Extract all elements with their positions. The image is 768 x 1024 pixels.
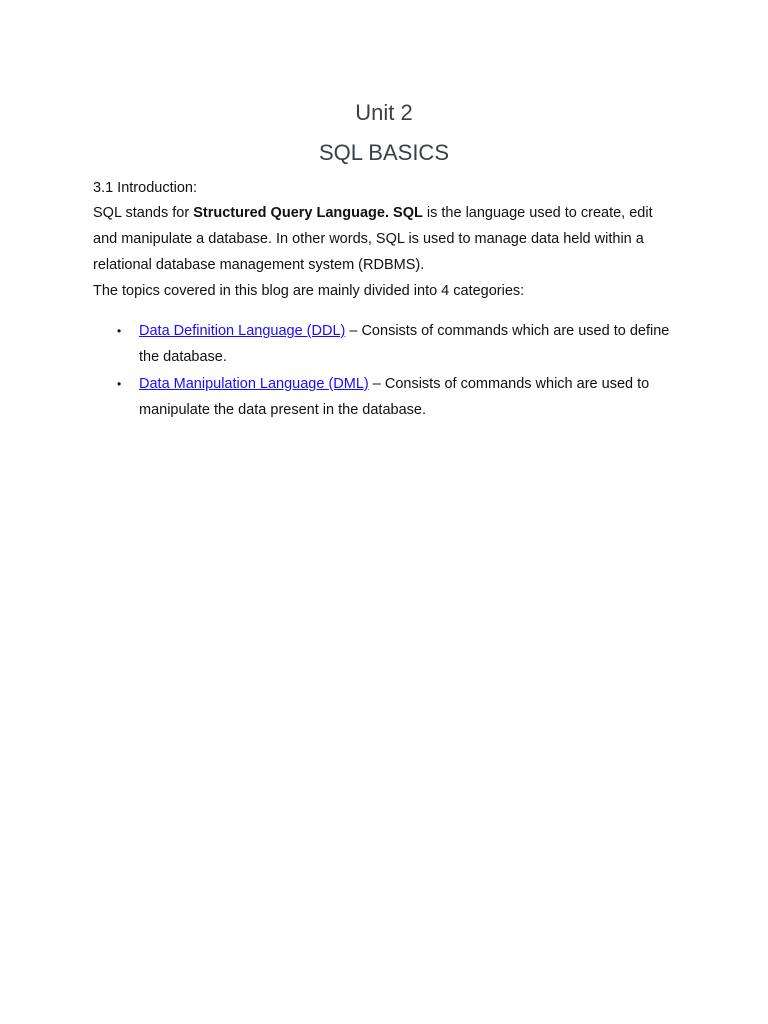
dml-link[interactable]: Data Manipulation Language (DML)	[139, 376, 369, 392]
bullet-icon: •	[117, 324, 122, 338]
section-heading: 3.1 Introduction:	[93, 180, 197, 196]
intro-bold-sql: SQL	[393, 205, 423, 221]
topics-intro-paragraph: The topics covered in this blog are mainly divided into 4 categories:	[93, 283, 525, 299]
list-item	[93, 318, 675, 370]
topic-description: – Consists of commands which are used to manipulate the data present in the database.	[139, 376, 650, 418]
topic-description: – Consists of commands which are used to define the database.	[139, 323, 670, 365]
list-item	[93, 371, 675, 423]
intro-text-start: SQL stands for	[93, 205, 194, 221]
document-body	[93, 176, 675, 424]
intro-bold-term: Structured Query Language.	[193, 205, 390, 221]
intro-text-rest: is the language used to create, edit and manipulate a database. In other words, SQL is used to manage data held within a relational database management system (RDBMS).	[93, 205, 653, 273]
unit-title: Unit 2	[355, 100, 413, 125]
page-title: SQL BASICS	[318, 140, 449, 165]
topic-list	[93, 318, 675, 423]
ddl-link[interactable]: Data Definition Language (DDL)	[139, 323, 346, 339]
bullet-icon: •	[117, 377, 122, 391]
intro-paragraph	[93, 200, 675, 278]
